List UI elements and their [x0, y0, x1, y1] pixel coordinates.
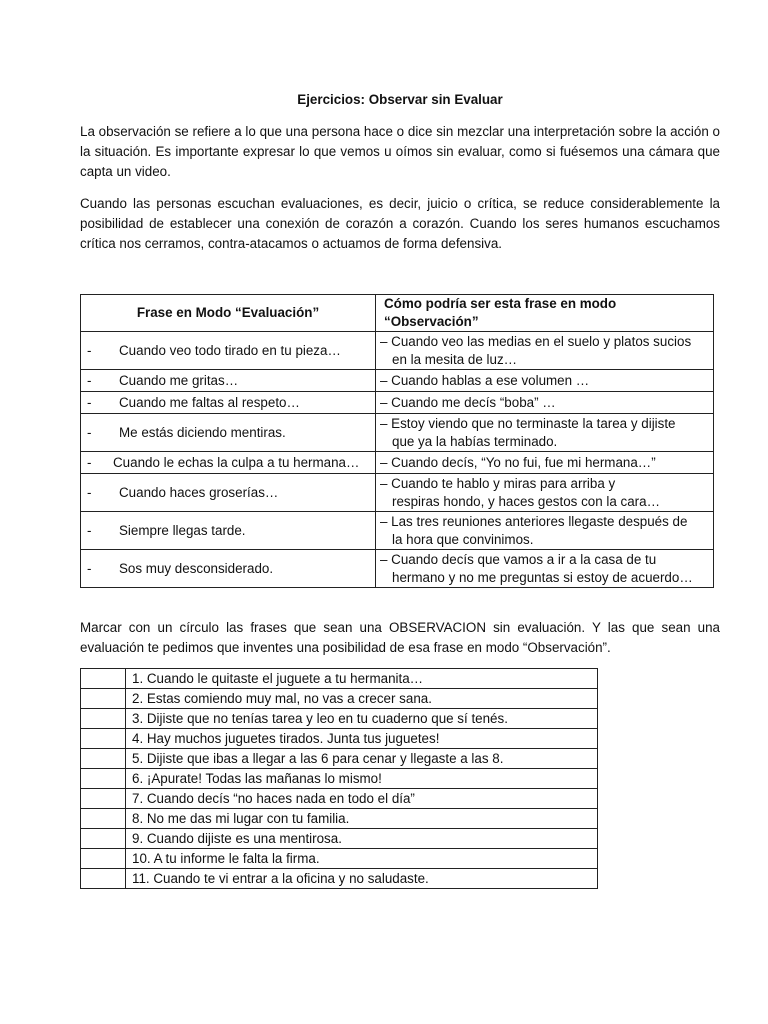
marking-box[interactable] [81, 849, 126, 869]
second-paragraph: Cuando las personas escuchan evaluaciones, es decir, juicio o crítica, se reduce considerablemente la posibilidad de establecer una conexión de corazón a corazón. Cuando los seres humanos escuchamos crítica nos cerramos, contra-atacamos o actuamos de forma defensiva. [80, 196, 720, 251]
observation-cell [376, 414, 714, 452]
phrase-text: 2. Estas comiendo muy mal, no vas a crecer sana. [126, 689, 598, 709]
phrase-text: 7. Cuando decís “no haces nada en todo el día” [126, 789, 598, 809]
table-row [81, 749, 598, 769]
evaluation-cell [81, 414, 376, 452]
table-row [81, 392, 714, 414]
table-row [81, 474, 714, 512]
observation-cell [376, 332, 714, 370]
observation-text: – Estoy viendo que no terminaste la tarea y dijiste [380, 415, 676, 431]
observation-cell [376, 550, 714, 588]
evaluation-cell [81, 512, 376, 550]
table-row [81, 829, 598, 849]
header-observation: Cómo podría ser esta frase en modo “Observación” [376, 295, 714, 332]
evaluation-cell [81, 392, 376, 414]
marking-box[interactable] [81, 869, 126, 889]
table-row [81, 709, 598, 729]
observation-text-continued: respiras hondo, y haces gestos con la cara… [392, 493, 660, 509]
observation-text-continued: hermano y no me preguntas si estoy de acuerdo… [392, 569, 693, 585]
table-row [81, 729, 598, 749]
phrase-text: 9. Cuando dijiste es una mentirosa. [126, 829, 598, 849]
observation-text: – Cuando decís que vamos a ir a la casa de tu [380, 551, 657, 567]
table-row [81, 809, 598, 829]
evaluation-text: Me estás diciendo mentiras. [119, 424, 286, 440]
evaluation-text: Cuando me faltas al respeto… [119, 394, 300, 410]
observation-cell [376, 512, 714, 550]
phrase-text: 11. Cuando te vi entrar a la oficina y no saludaste. [126, 869, 598, 889]
observation-text: – Cuando decís, “Yo no fui, fue mi hermana…” [380, 454, 656, 470]
bullet-dash: - [87, 560, 92, 576]
table-row [81, 669, 598, 689]
observation-text: – Cuando hablas a ese volumen … [380, 372, 590, 388]
instruction-paragraph: Marcar con un círculo las frases que sean una OBSERVACION sin evaluación. Y las que sean una evaluación te pedimos que inventes una posibilidad de esa frase en modo “Observación”. [80, 620, 720, 655]
observation-text: – Las tres reuniones anteriores llegaste después de [380, 513, 688, 529]
bullet-dash: - [87, 394, 92, 410]
evaluation-text: Cuando haces groserías… [119, 484, 279, 500]
table-row [81, 452, 714, 474]
evaluation-text: Siempre llegas tarde. [119, 522, 246, 538]
marking-box[interactable] [81, 789, 126, 809]
evaluation-observation-table [80, 294, 714, 588]
bullet-dash: - [87, 484, 92, 500]
observation-text-continued: en la mesita de luz… [392, 351, 518, 367]
bullet-dash: - [87, 342, 92, 358]
phrases-table [80, 668, 598, 889]
bullet-dash: - [87, 372, 92, 388]
observation-cell [376, 370, 714, 392]
table-row [81, 512, 714, 550]
marking-box[interactable] [81, 749, 126, 769]
marking-box[interactable] [81, 769, 126, 789]
page-title: Ejercicios: Observar sin Evaluar [297, 92, 503, 107]
phrase-text: 3. Dijiste que no tenías tarea y leo en tu cuaderno que sí tenés. [126, 709, 598, 729]
table-row [81, 414, 714, 452]
evaluation-text: Cuando veo todo tirado en tu pieza… [119, 342, 341, 358]
observation-text: – Cuando te hablo y miras para arriba y [380, 475, 616, 491]
phrase-text: 8. No me das mi lugar con tu familia. [126, 809, 598, 829]
observation-text-continued: la hora que convinimos. [392, 531, 534, 547]
table-row [81, 789, 598, 809]
evaluation-text: Sos muy desconsiderado. [119, 560, 274, 576]
observation-cell [376, 474, 714, 512]
phrase-text: 1. Cuando le quitaste el juguete a tu hermanita… [126, 669, 598, 689]
phrase-text: 5. Dijiste que ibas a llegar a las 6 para cenar y llegaste a las 8. [126, 749, 598, 769]
observation-cell [376, 452, 714, 474]
evaluation-text: Cuando le echas la culpa a tu hermana… [113, 454, 360, 470]
phrase-text: 10. A tu informe le falta la firma. [126, 849, 598, 869]
table-row [81, 332, 714, 370]
table-row [81, 869, 598, 889]
evaluation-cell [81, 332, 376, 370]
evaluation-cell [81, 370, 376, 392]
marking-box[interactable] [81, 709, 126, 729]
marking-box[interactable] [81, 809, 126, 829]
table-header-row [81, 295, 714, 332]
marking-box[interactable] [81, 689, 126, 709]
table-row [81, 550, 714, 588]
marking-box[interactable] [81, 729, 126, 749]
phrase-text: 6. ¡Apurate! Todas las mañanas lo mismo! [126, 769, 598, 789]
evaluation-text: Cuando me gritas… [119, 372, 239, 388]
phrase-text: 4. Hay muchos juguetes tirados. Junta tus juguetes! [126, 729, 598, 749]
intro-paragraph: La observación se refiere a lo que una persona hace o dice sin mezclar una interpretación sobre la acción o la situación. Es importante expresar lo que vemos u oímos sin evaluar, como si fuésemos una cámara que capta un video. [80, 124, 720, 179]
observation-text: – Cuando veo las medias en el suelo y platos sucios [380, 333, 692, 349]
evaluation-cell [81, 474, 376, 512]
table-row [81, 849, 598, 869]
evaluation-cell [81, 452, 376, 474]
observation-cell [376, 392, 714, 414]
table-row [81, 689, 598, 709]
bullet-dash: - [87, 522, 92, 538]
observation-text-continued: que ya la habías terminado. [392, 433, 558, 449]
observation-text: – Cuando me decís “boba” … [380, 394, 556, 410]
marking-box[interactable] [81, 669, 126, 689]
table-row [81, 370, 714, 392]
table-row [81, 769, 598, 789]
bullet-dash: - [87, 454, 92, 470]
bullet-dash: - [87, 424, 92, 440]
header-evaluation: Frase en Modo “Evaluación” [81, 295, 376, 332]
marking-box[interactable] [81, 829, 126, 849]
evaluation-cell [81, 550, 376, 588]
